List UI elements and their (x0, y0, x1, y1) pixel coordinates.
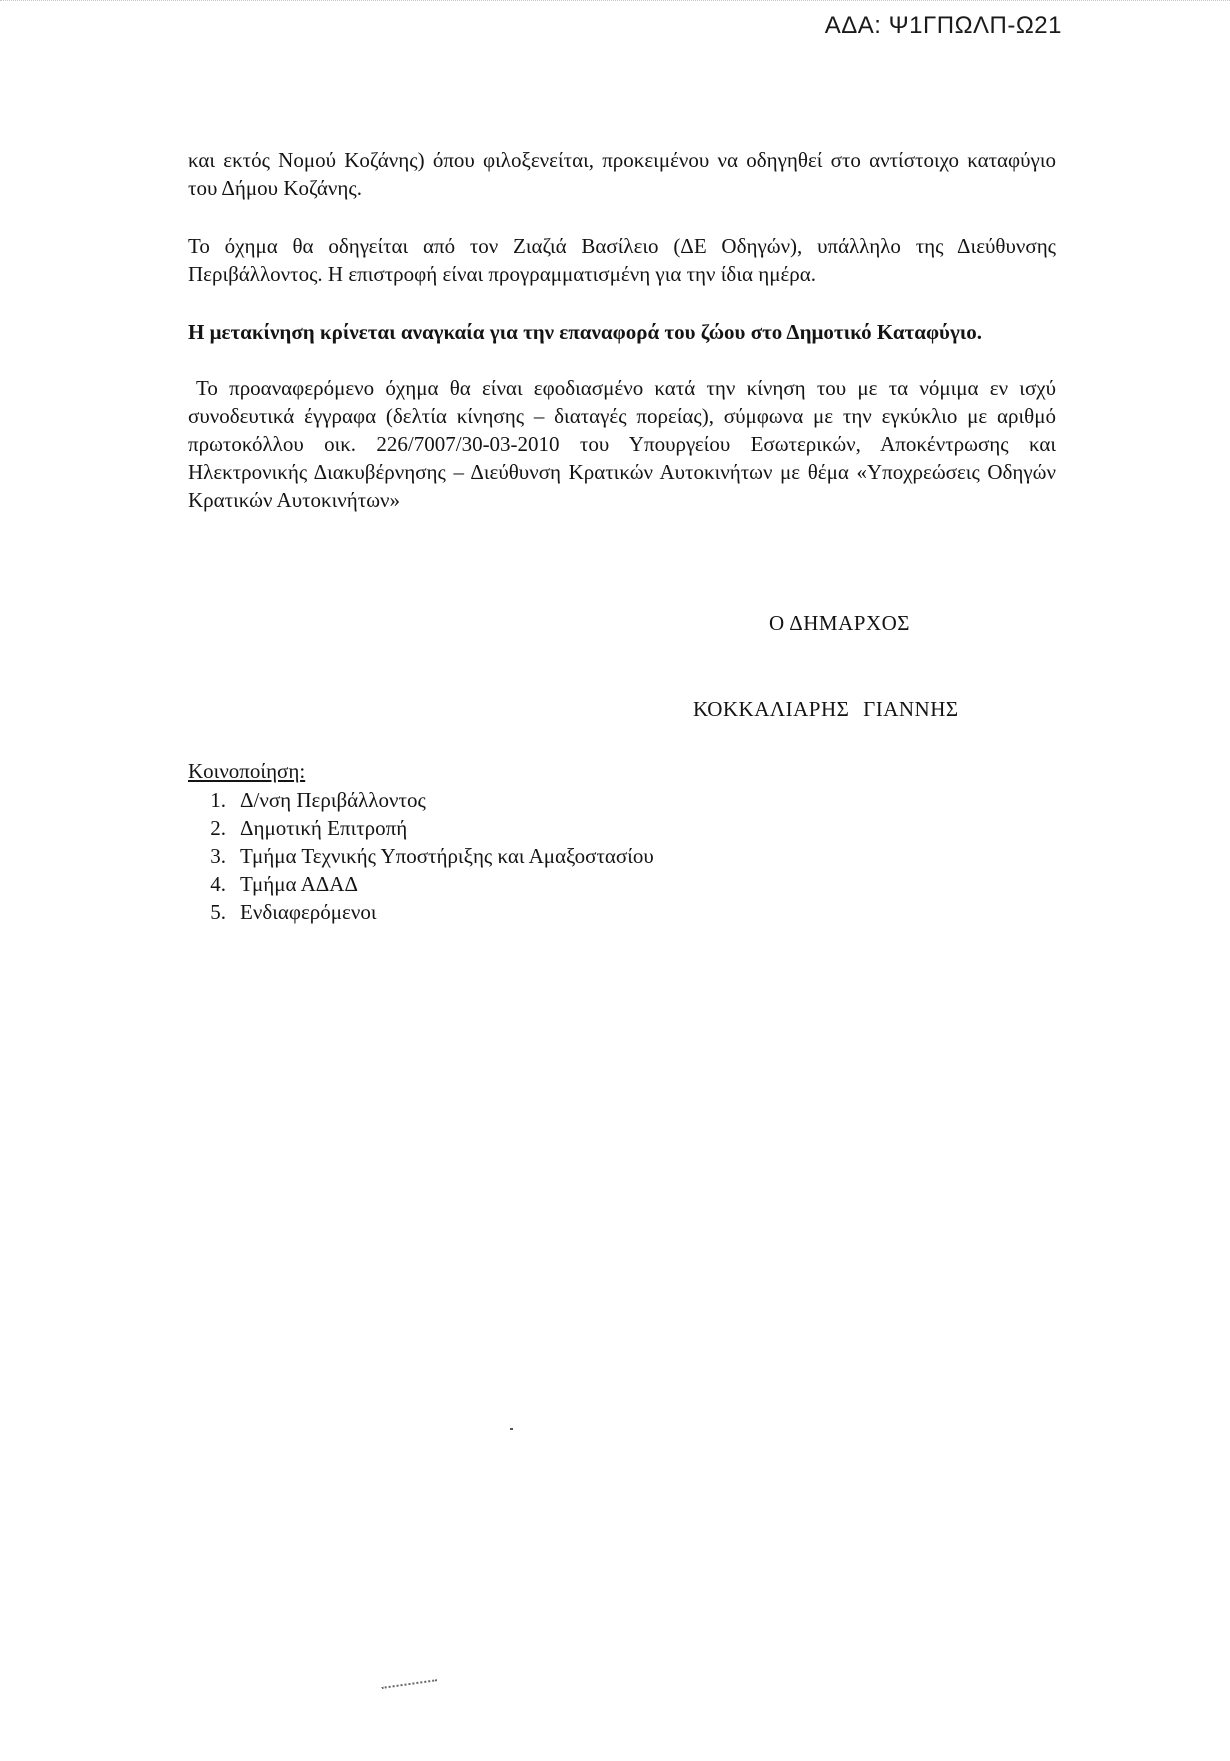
list-item-number: 4. (210, 872, 226, 896)
list-item-number: 2. (210, 816, 226, 840)
list-item-text: Δημοτική Επιτροπή (240, 816, 408, 840)
cc-label: Κοινοποίηση: (188, 759, 306, 783)
list-item (188, 842, 654, 870)
list-item (188, 870, 654, 898)
list-item-text: Τμήμα ΑΔΑΔ (240, 872, 358, 896)
list-item-number: 3. (210, 844, 226, 868)
list-item-number: 1. (210, 788, 226, 812)
list-item-text: Δ/νση Περιβάλλοντος (240, 788, 426, 812)
list-item-text: Ενδιαφερόμενοι (240, 900, 377, 924)
list-item-number: 5. (210, 900, 226, 924)
ada-code: ΑΔΑ: Ψ1ΓΠΩΛΠ-Ω21 (824, 12, 1062, 39)
cc-list (188, 786, 654, 926)
paragraph-necessity: Η μετακίνηση κρίνεται αναγκαία για την επαναφορά του ζώου στο Δημοτικό Καταφύγιο. (188, 320, 983, 344)
scan-speck (382, 1679, 439, 1697)
signature-title: Ο ΔΗΜΑΡΧΟΣ (769, 611, 910, 635)
list-item (188, 786, 654, 814)
paragraph-driver: Το όχημα θα οδηγείται από τον Ζιαζιά Βασίλειο (ΔΕ Οδηγών), υπάλληλο της Διεύθυνσης Περιβάλλοντος. Η επιστροφή είναι προγραμματισμένη για την ίδια ημέρα. (188, 234, 1056, 286)
list-item (188, 814, 654, 842)
signature-name: ΚΟΚΚΑΛΙΑΡΗΣ ΓΙΑΝΝΗΣ (693, 697, 959, 721)
paragraph-destination: και εκτός Νομού Κοζάνης) όπου φιλοξενείται, προκειμένου να οδηγηθεί στο αντίστοιχο καταφύγιο του Δήμου Κοζάνης. (188, 148, 1056, 200)
paragraph-documents: Το προαναφερόμενο όχημα θα είναι εφοδιασμένο κατά την κίνηση του με τα νόμιμα εν ισχύ συνοδευτικά έγγραφα (δελτία κίνησης – διαταγές πορείας), σύμφωνα με την εγκύκλιο με αριθμό πρωτοκόλλου οικ. 226/7007/30-03-2010 του Υπουργείου Εσωτερικών, Αποκέντρωσης και Ηλεκτρονικής Διακυβέρνησης – Διεύθυνση Κρατικών Αυτοκινήτων με θέμα «Υποχρεώσεις Οδηγών Κρατικών Αυτοκινήτων» (188, 376, 1056, 512)
list-item-text: Τμήμα Τεχνικής Υποστήριξης και Αμαξοστασίου (240, 844, 654, 868)
scan-speck (510, 1428, 513, 1430)
list-item (188, 898, 654, 926)
scan-artifact-top (0, 0, 1230, 7)
